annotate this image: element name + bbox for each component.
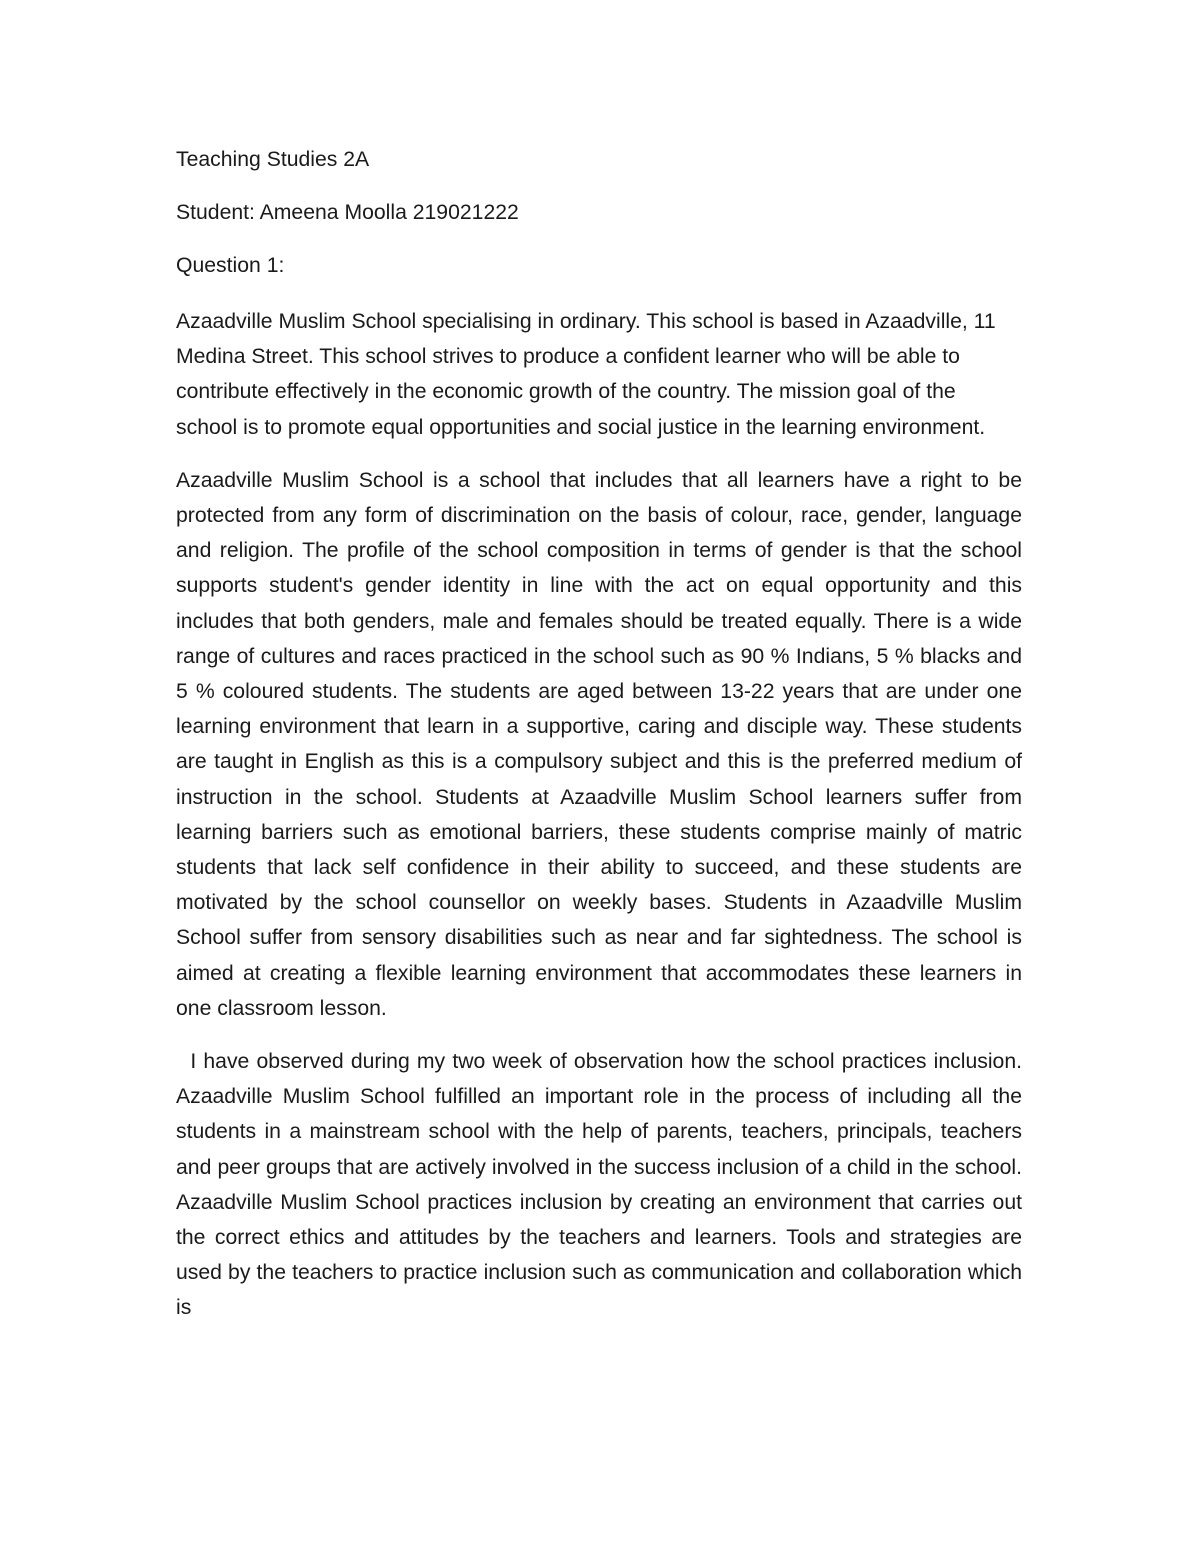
course-title: Teaching Studies 2A [176, 148, 370, 171]
paragraph-school-profile: Azaadville Muslim School is a school that includes that all learners have a right to be protected from any form of discrimination on the basis of colour, race, gender, language and religion. The profile of the school composition in terms of gender is that the school supports student's gender identity in line with the act on equal opportunity and this includes that both genders, male and females should be treated equally. There is a wide range of cultures and races practiced in the school such as 90 % Indians, 5 % blacks and 5 % coloured students. The students are aged between 13-22 years that are under one learning environment that learn in a supportive, caring and disciple way. These students are taught in English as this is a compulsory subject and this is the preferred medium of instruction in the school. Students at Azaadville Muslim School learners suffer from learning barriers such as emotional barriers, these students comprise mainly of matric students that lack self confidence in their ability to succeed, and these students are motivated by the school counsellor on weekly bases. Students in Azaadville Muslim School suffer from sensory disabilities such as near and far sightedness. The school is aimed at creating a flexible learning environment that accommodates these learners in one classroom lesson. [176, 468, 1022, 1020]
paragraph-school-overview: Azaadville Muslim School specialising in ordinary. This school is based in Azaadville, 11 Medina Street. This school strives to produce a confident learner who will be able to contribute effectively in the economic growth of the country. The mission goal of the school is to promote equal opportunities and social justice in the learning environment. [176, 310, 996, 439]
document-body [176, 145, 1028, 1344]
question-heading: Question 1: [176, 254, 285, 277]
student-line: Student: Ameena Moolla 219021222 [176, 201, 519, 224]
paragraph-observation: I have observed during my two week of observation how the school practices inclusion. Azaadville Muslim School fulfilled an important role in the process of including all the students in a mainstream school with the help of parents, teachers, principals, teachers and peer groups that are actively involved in the success inclusion of a child in the school. Azaadville Muslim School practices inclusion by creating an environment that carries out the correct ethics and attitudes by the teachers and learners. Tools and strategies are used by the teachers to practice inclusion such as communication and collaboration which is [176, 1050, 1028, 1320]
